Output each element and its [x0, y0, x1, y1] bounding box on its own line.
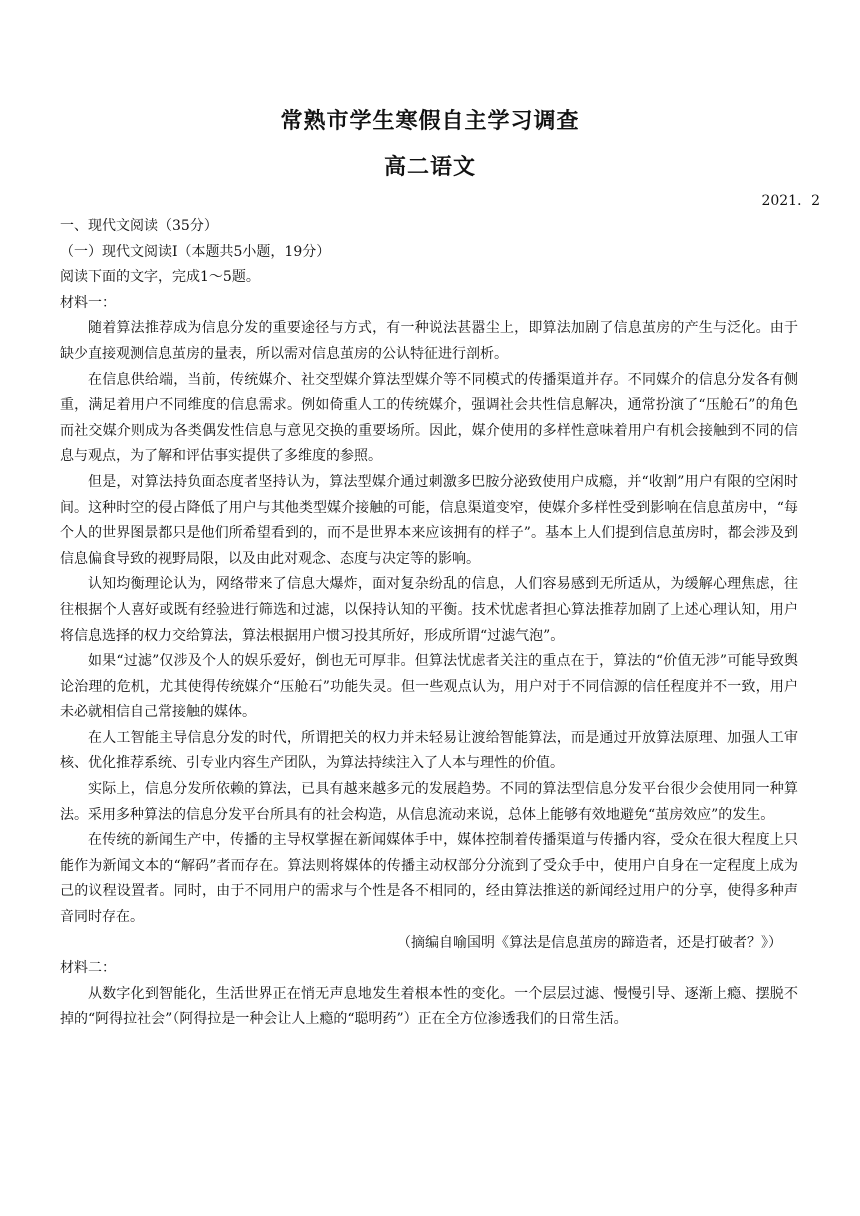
- reading-instruction: 阅读下面的文字，完成1～5题。: [60, 269, 260, 286]
- material-two-paragraph: 从数字化到智能化，生活世界正在悄无声息地发生着根本性的变化。一个层层过滤、慢慢引导、逐渐上瘾、摆脱不掉的“阿得拉社会”（阿得拉是一种会让人上瘾的“聪明药”）正在全方位渗透我们的日常生活。: [60, 985, 798, 1028]
- document-title: 常熟市学生寒假自主学习调查: [280, 108, 580, 134]
- document-body: [60, 214, 798, 1033]
- material-one-source: （摘编自喻国明《算法是信息茧房的蹄造者，还是打破者？》）: [397, 934, 782, 951]
- material-one-paragraph: 认知均衡理论认为，网络带来了信息大爆炸，面对复杂纷乱的信息，人们容易感到无所适从，为缓解心理焦虑，往往根据个人喜好或既有经验进行筛选和过滤，以保持认知的平衡。技术忧虑者担心算法推荐加剧了上述心理认知，用户将信息选择的权力交给算法，算法根据用户惯习投其所好，形成所谓“过滤气泡”。: [60, 576, 798, 644]
- material-one-paragraph: 但是，对算法持负面态度者坚持认为，算法型媒介通过刺激多巴胺分泌致使用户成瘾，并“收割”用户有限的空闲时间。这种时空的侵占降低了用户与其他类型媒介接触的可能，信息渠道变窄，使媒介多样性受到影响在信息茧房中，“每个人的世界图景都只是他们所希望看到的，而不是世界本来应该拥有的样子”。基本上人们提到信息茧房时，都会涉及到信息偏食导致的视野局限，以及由此对观念、态度与决定等的影响。: [60, 473, 798, 567]
- material-one-label: 材料一：: [60, 294, 116, 311]
- material-one-paragraph: 在传统的新闻生产中，传播的主导权掌握在新闻媒体手中，媒体控制着传播渠道与传播内容，受众在很大程度上只能作为新闻文本的“解码”者而存在。算法则将媒体的传播主动权部分分流到了受众手中，使用户自身在一定程度上成为己的议程设置者。同时，由于不同用户的需求与个性是各不相同的，经由算法推送的新闻经过用户的分享，使得多种声音同时存在。: [60, 832, 798, 926]
- material-two-label: 材料二：: [60, 960, 116, 977]
- subsection-heading: （一）现代文阅读Ⅰ（本题共5小题，19分）: [60, 243, 331, 260]
- document-date: 2021．2: [761, 193, 820, 209]
- material-one-paragraph: 在人工智能主导信息分发的时代，所谓把关的权力并未轻易让渡给智能算法，而是通过开放算法原理、加强人工审核、优化推荐系统、引专业内容生产团队，为算法持续注入了人本与理性的价值。: [60, 729, 798, 772]
- material-one-paragraph: 在信息供给端，当前，传统媒介、社交型媒介算法型媒介等不同模式的传播渠道并存。不同媒介的信息分发各有侧重，满足着用户不同维度的信息需求。例如倚重人工的传统媒介，强调社会共性信息解决，通常扮演了“压舱石”的角色而社交媒介则成为各类偶发性信息与意见交换的重要场所。因此，媒介使用的多样性意味着用户有机会接触到不同的信息与观点，为了解和评估事实提供了多维度的参照。: [60, 371, 798, 465]
- document-subtitle: 高二语文: [383, 154, 476, 180]
- section-heading: 一、现代文阅读（35分）: [60, 218, 218, 234]
- material-one-paragraph: 如果“过滤”仅涉及个人的娱乐爱好，倒也无可厚非。但算法忧虑者关注的重点在于，算法的“价值无涉”可能导致舆论治理的危机，尤其使得传统媒介“压舱石”功能失灵。但一些观点认为，用户对于不同信源的信任程度并不一致，用户未必就相信自己常接触的媒体。: [60, 653, 798, 721]
- material-one-paragraph: 随着算法推荐成为信息分发的重要途径与方式，有一种说法甚嚣尘上，即算法加剧了信息茧房的产生与泛化。由于缺少直接观测信息茧房的量表，所以需对信息茧房的公认特征进行剖析。: [60, 320, 798, 362]
- material-one-paragraph: 实际上，信息分发所依赖的算法，已具有越来越多元的发展趋势。不同的算法型信息分发平台很少会使用同一种算法。采用多种算法的信息分发平台所具有的社会构造，从信息流动来说，总体上能够有效地避免“茧房效应”的发生。: [60, 781, 798, 823]
